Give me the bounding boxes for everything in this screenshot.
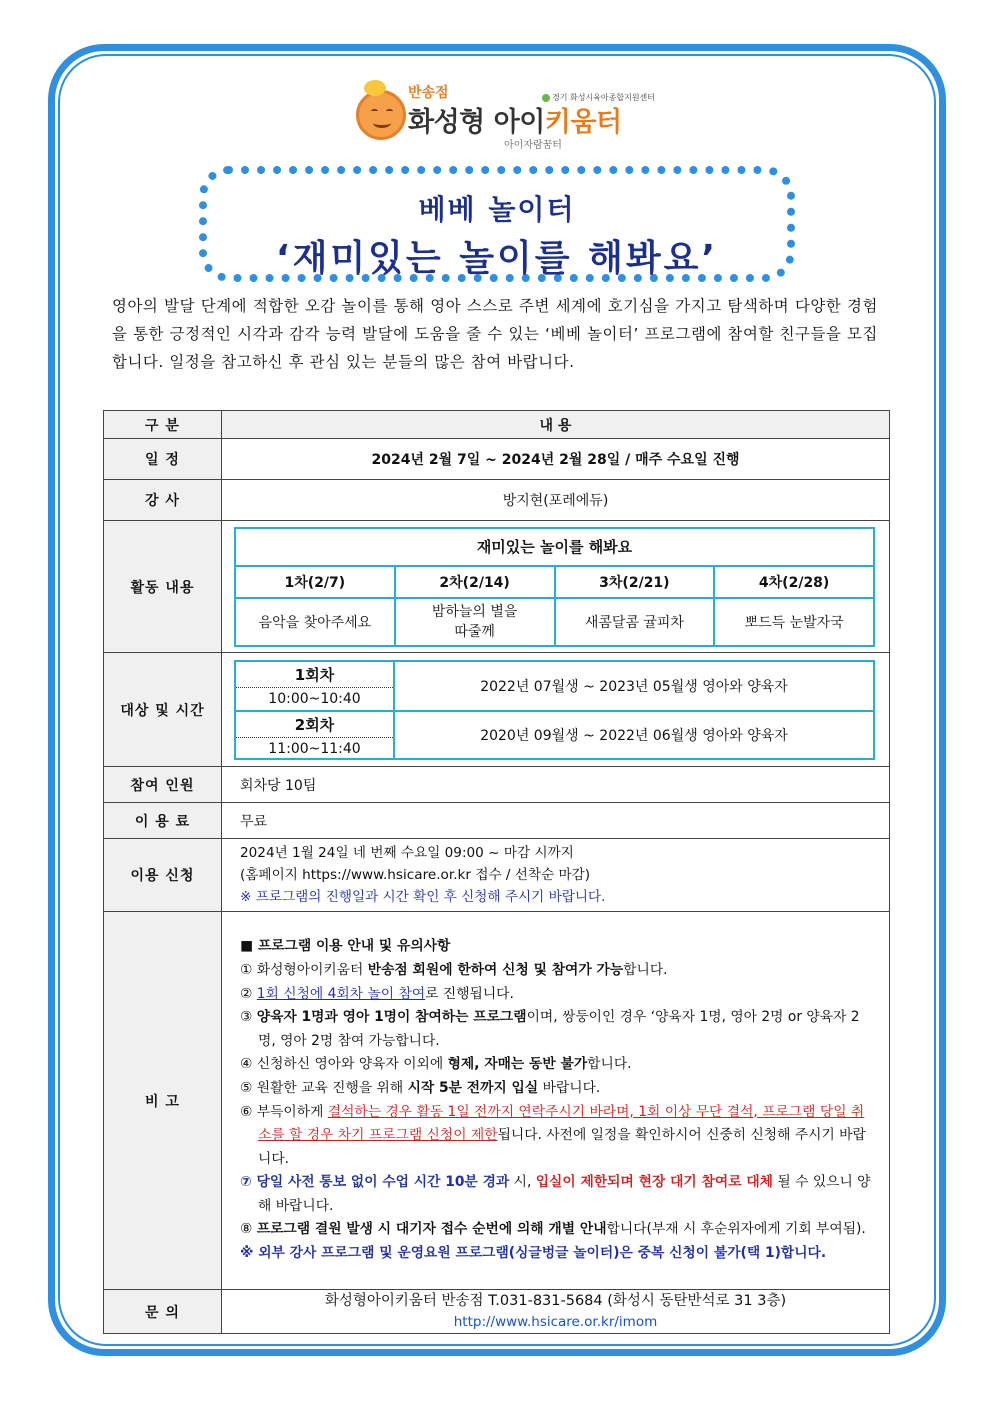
logo-face-icon <box>356 90 406 140</box>
logo-name-part: 아이 <box>493 107 545 138</box>
inquiry-row <box>104 1290 890 1334</box>
session-time: 11:00~11:40 <box>268 740 361 757</box>
session-target: 2020년 09월생 ~ 2022년 06월생 영아와 양육자 <box>480 727 788 744</box>
round-label: 1차(2/7) <box>235 566 395 598</box>
session-name: 2회차 <box>236 712 393 738</box>
activities-table <box>234 527 875 647</box>
note-item: ※ 외부 강사 프로그램 및 운영요원 프로그램(싱글벙글 놀이터)은 중복 신청이 불가(택 1)합니다. <box>240 1245 827 1262</box>
notes-list <box>222 935 889 1265</box>
center-logo-icon <box>542 94 550 102</box>
instructor-label: 강 사 <box>104 480 222 521</box>
note-item: ⑦ 당일 사전 통보 없이 수업 시간 10분 경과 시, 입실이 제한되며 현장 대기 참여로 대체 될 수 있으니 양해 바랍니다. <box>240 1174 871 1214</box>
note-item: ⑤ 원활한 교육 진행을 위해 시작 5분 전까지 입실 바랍니다. <box>240 1079 601 1096</box>
table-header-row <box>104 411 890 439</box>
round-activity <box>395 598 555 646</box>
remarks-row <box>104 912 890 1290</box>
header-label: 구 분 <box>104 411 222 439</box>
apply-notice: ※ 프로그램의 진행일과 시간 확인 후 신청해 주시기 바랍니다. <box>240 889 606 905</box>
logo-center-name <box>542 92 655 103</box>
schedule-value: 2024년 2월 7일 ~ 2024년 2월 28일 / 매주 수요일 진행 <box>222 439 890 480</box>
round-activity: 뽀드득 눈발자국 <box>714 598 874 646</box>
logo-name-part: 화성형 <box>408 107 494 138</box>
inquiry-link[interactable]: http://www.hsicare.or.kr/imom <box>453 1313 658 1330</box>
inquiry-contact: 화성형아이키움터 반송점 T.031-831-5684 (화성시 동탄반석로 31 3층) <box>324 1292 787 1309</box>
round-label: 2차(2/14) <box>395 566 555 598</box>
target-content <box>222 653 890 767</box>
apply-row <box>104 839 890 912</box>
fee-row <box>104 803 890 839</box>
note-item: ③ 양육자 1명과 영아 1명이 참여하는 프로그램이며, 쌍둥이인 경우 ‘양육자 1명, 영아 2명 or 양육자 2명, 영아 2명 참여 가능합니다. <box>240 1009 860 1049</box>
instructor-row <box>104 480 890 521</box>
note-item: ② 1회 신청에 4회차 놀이 참여로 진행됩니다. <box>240 985 514 1002</box>
remarks-content <box>222 912 890 1290</box>
round-activity-line: 밤하늘의 별을 <box>431 603 518 620</box>
activities-row <box>104 521 890 653</box>
logo-eye-icon <box>371 109 378 113</box>
session-table <box>234 660 875 760</box>
schedule-label: 일 정 <box>104 439 222 480</box>
header-content: 내 용 <box>222 411 890 439</box>
program-subtitle: ‘재미있는 놀이를 해봐요’ <box>275 238 719 279</box>
activities-label: 활동 내용 <box>104 521 222 653</box>
activities-title: 재미있는 놀이를 해봐요 <box>235 528 874 566</box>
logo <box>356 78 656 154</box>
participants-row <box>104 767 890 803</box>
session-time: 10:00~10:40 <box>268 690 361 707</box>
logo-branch: 반송점 <box>408 85 449 101</box>
logo-name <box>408 100 622 139</box>
round-activity: 새콤달콤 귤피차 <box>555 598 715 646</box>
logo-hair-icon <box>364 80 386 96</box>
participants-label: 참여 인원 <box>104 767 222 803</box>
program-title: 베베 놀이터 <box>418 193 576 226</box>
apply-period: 2024년 1월 24일 네 번째 수요일 09:00 ~ 마감 시까지 <box>240 845 574 861</box>
inquiry-label: 문 의 <box>104 1290 222 1334</box>
schedule-row <box>104 439 890 480</box>
target-label: 대상 및 시간 <box>104 653 222 767</box>
info-table <box>103 410 890 1334</box>
fee-value: 무료 <box>222 803 890 839</box>
round-label: 4차(2/28) <box>714 566 874 598</box>
round-activity: 음악을 찾아주세요 <box>235 598 395 646</box>
notes-heading: ■ 프로그램 이용 안내 및 유의사항 <box>240 938 451 955</box>
title-box <box>199 166 795 282</box>
remarks-label: 비 고 <box>104 912 222 1290</box>
session-target: 2022년 07월생 ~ 2023년 05월생 영아와 양육자 <box>480 678 788 695</box>
logo-name-part: 키움터 <box>544 107 622 138</box>
target-row <box>104 653 890 767</box>
session-name: 1회차 <box>236 662 393 688</box>
activities-content <box>222 521 890 653</box>
participants-value: 회차당 10팀 <box>222 767 890 803</box>
apply-method: (홈페이지 https://www.hsicare.or.kr 접수 / 선착순 마감) <box>240 867 591 883</box>
logo-mouth-icon <box>373 118 391 128</box>
fee-label: 이 용 료 <box>104 803 222 839</box>
center-name-text: 경기 화성시육아종합지원센터 <box>552 93 656 102</box>
note-item: ⑥ 부득이하게 결석하는 경우 활동 1일 전까지 연락주시기 바라며, 1회 이상 무단 결석, 프로그램 당일 취소를 할 경우 차기 프로그램 신청이 제한됩니다. 사전에 일정을 확인하시어 신중히 신청해 주시기 바랍니다. <box>240 1103 866 1167</box>
round-label: 3차(2/21) <box>555 566 715 598</box>
apply-content <box>222 839 890 912</box>
intro-paragraph: 영아의 발달 단계에 적합한 오감 놀이를 통해 영아 스스로 주변 세계에 호기심을 가지고 탐색하며 다양한 경험을 통한 긍정적인 시각과 감각 능력 발달에 도움을 줄 수 있는 ‘베베 놀이터’ 프로그램에 참여할 친구들을 모집합니다. 일정을 참고하신 후 관심 있는 분들의 많은 참여 바랍니다. <box>112 297 878 371</box>
note-item: ⑧ 프로그램 결원 발생 시 대기자 접수 순번에 의해 개별 안내합니다(부재 시 후순위자에게 기회 부여됨). <box>240 1221 866 1238</box>
logo-subtitle: 아이자람꿈터 <box>504 140 562 151</box>
round-activity-line: 따줄께 <box>454 623 495 640</box>
logo-eye-icon <box>386 109 393 113</box>
session-row <box>236 710 873 758</box>
note-item: ① 화성형아이키움터 반송점 회원에 한하여 신청 및 참여가 가능합니다. <box>240 961 668 978</box>
note-item: ④ 신청하신 영아와 양육자 이외에 형제, 자매는 동반 불가합니다. <box>240 1056 632 1073</box>
instructor-value: 방지현(포레에듀) <box>222 480 890 521</box>
session-row <box>236 662 873 710</box>
apply-label: 이용 신청 <box>104 839 222 912</box>
inquiry-content <box>222 1290 890 1334</box>
